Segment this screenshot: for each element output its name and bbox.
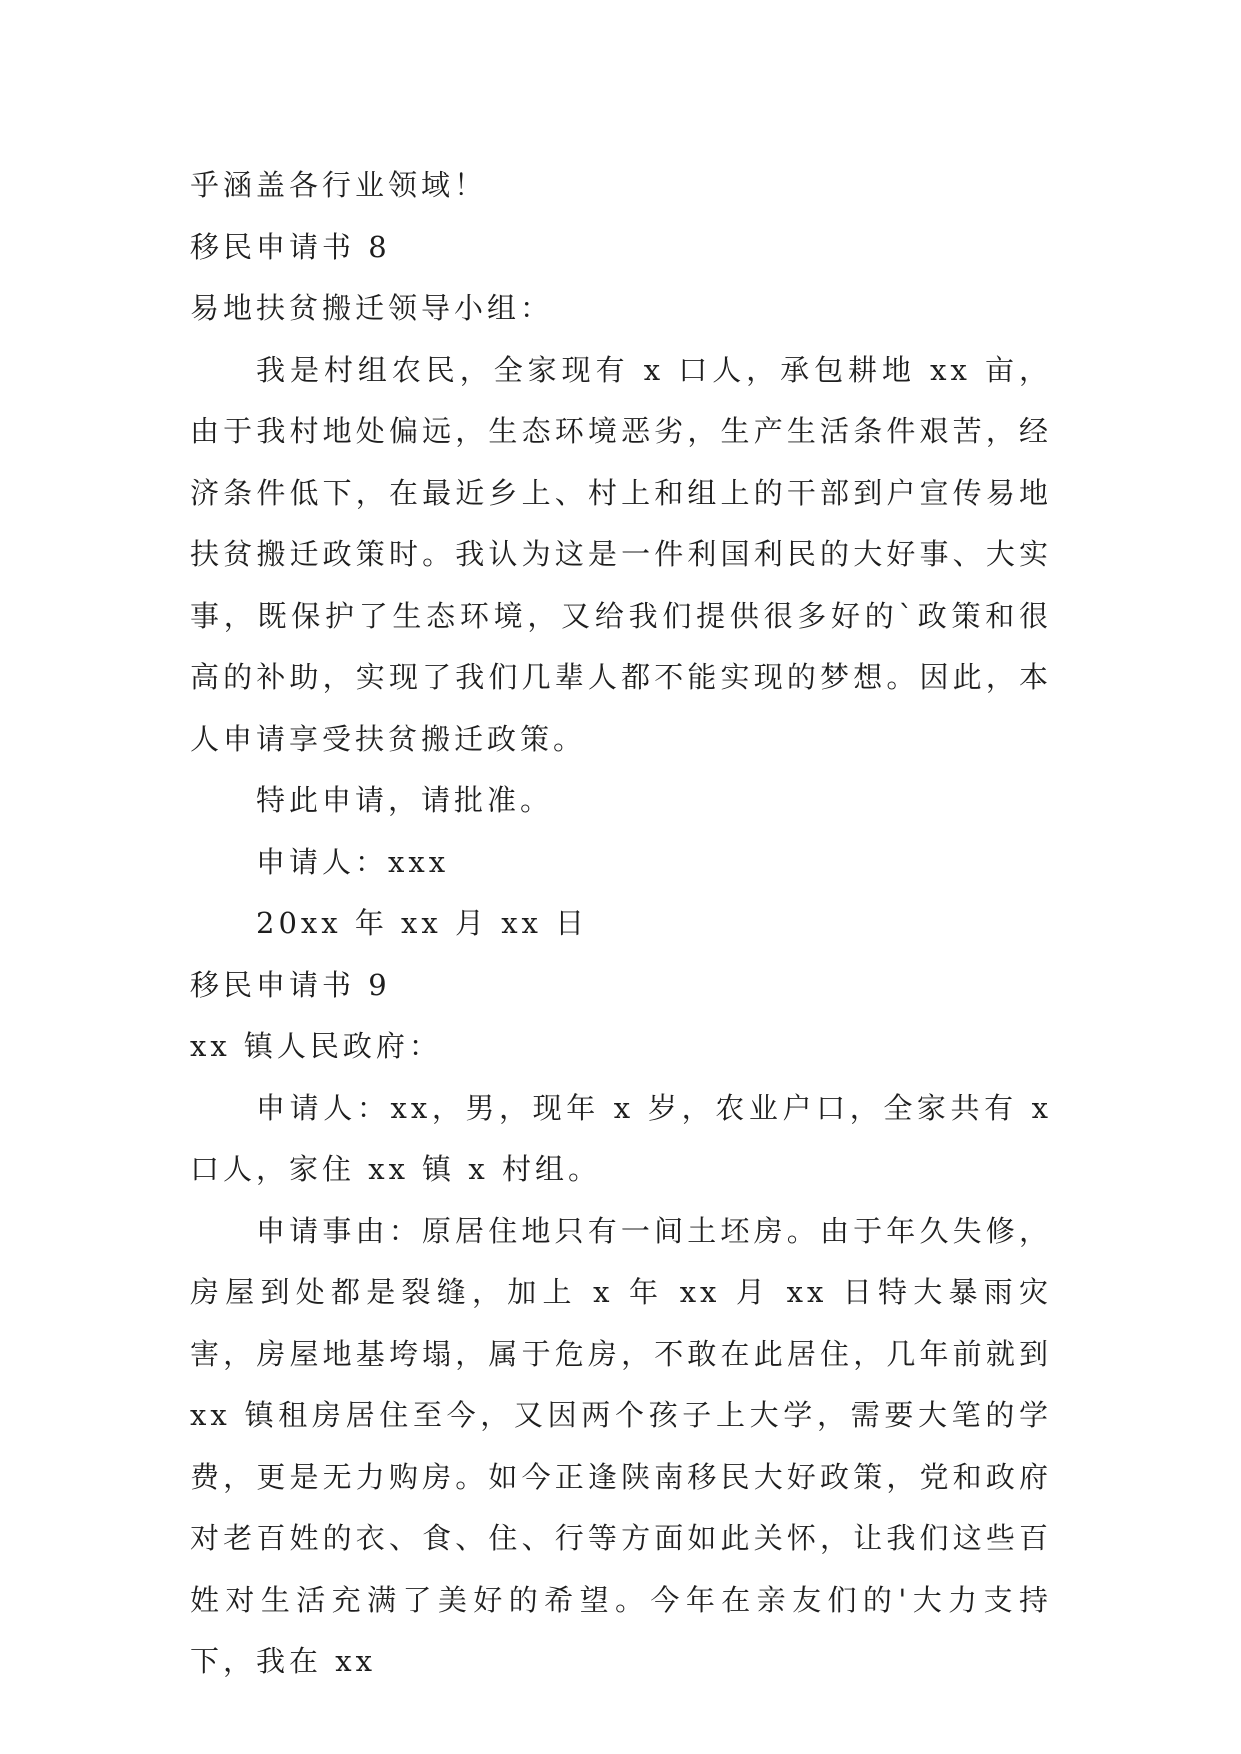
continued-text: 乎涵盖各行业领域！ (190, 168, 488, 202)
section-title-9: 移民申请书 9 (190, 967, 391, 1002)
section-title-8: 移民申请书 8 (190, 229, 391, 264)
body-paragraph-8-1: 我是村组农民，全家现有 x 口人，承包耕地 xx 亩，由于我村地处偏远，生态环境恶劣，生产生活条件艰苦，经济条件低下，在最近乡上、村上和组上的干部到户宣传易地扶贫搬迁政策时。我认为这是一件利国利民的大好事、大实事，既保护了生态环境，又给我们提供很多好的`政策和很高的补助，实现了我们几辈人都不能实现的梦想。因此，本人申请享受扶贫搬迁政策。 (190, 352, 1052, 756)
body-paragraph-9-1: 申请人：xx，男，现年 x 岁，农业户口，全家共有 x 口人，家住 xx 镇 x 村组。 (190, 1090, 1052, 1186)
salutation-8: 易地扶贫搬迁领导小组： (190, 291, 554, 325)
salutation-9: xx 镇人民政府： (190, 1029, 442, 1063)
applicant-8: 申请人：xxx (256, 844, 450, 879)
body-paragraph-8-2: 特此申请，请批准。 (256, 783, 554, 817)
date-8: 20xx 年 xx 月 xx 日 (256, 906, 589, 940)
body-paragraph-9-2: 申请事由：原居住地只有一间土坯房。由于年久失修，房屋到处都是裂缝，加上 x 年 xx 月 xx 日特大暴雨灾害，房屋地基垮塌，属于危房，不敢在此居住，几年前就到 xx 镇租房居住至今，又因两个孩子上大学，需要大笔的学费，更是无力购房。如今正逢陕南移民大好政策，党和政府对老百姓的衣、食、住、行等方面如此关怀，让我们这些百姓对生活充满了美好的希望。今年在亲友们的'大力支持下，我在 xx (190, 1213, 1052, 1678)
document-body (190, 155, 1052, 1693)
